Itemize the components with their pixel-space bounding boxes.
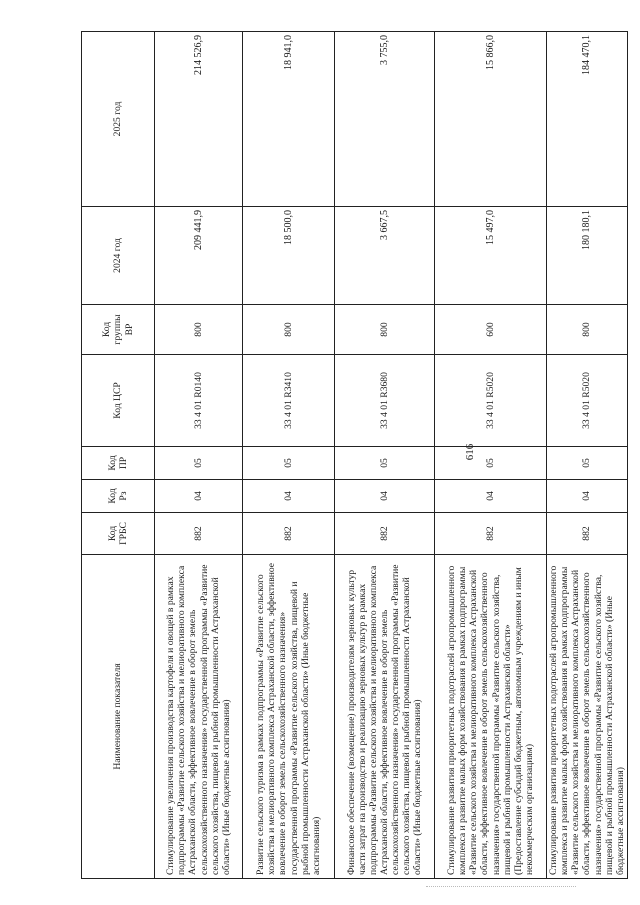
cell-2025: 3 755,0 [335,32,435,207]
table-wrapper [81,32,626,879]
cell-name: Стимулирование развития приоритетных подотраслей агропромышленного комплекса и развитие малых форм хозяйствования в рамках подпрограммы «Развитие сельского хозяйства и мелиоративного комплекса Астраханской области, эффективное вовлечение в оборот земель сельскохозяйственного назначения» государственной программы «Развитие сельского хозяйства, пищевой и рыбной промышленности Астраханской области» (Иные бюджетные ассигнования) [547,555,628,879]
cell-rz: 04 [243,480,335,513]
cell-2025: 184 470,1 [547,32,628,207]
cell-name: Развитие сельского туризма в рамках подпрограммы «Развитие сельского хозяйства и мелиоративного комплекса Астраханской области, эффективное вовлечение в оборот земель сельскохозяйственного назначения» государственной программы «Развитие сельского хозяйства, пищевой и рыбной промышленности Астраханской области» (Иные бюджетные ассигнования) [243,555,335,879]
header-pr: Код ПР [82,447,155,480]
cell-2024: 209 441,9 [155,207,243,305]
cell-2025: 15 866,0 [435,32,547,207]
budget-table-rotated [81,32,626,879]
table-row [547,32,628,879]
cell-2025: 214 526,9 [155,32,243,207]
cell-vr: 800 [335,305,435,355]
cell-2025: 18 941,0 [243,32,335,207]
cell-2024: 180 180,1 [547,207,628,305]
table-row [435,32,547,879]
cell-rz: 04 [435,480,547,513]
cell-csr: 33 4 01 R3680 [335,355,435,447]
cell-grbs: 882 [435,513,547,555]
header-rz: Код Рз [82,480,155,513]
page-number: 616 [464,443,476,461]
cell-csr: 33 4 01 R3410 [243,355,335,447]
header-grbs: Код ГРБС [82,513,155,555]
table-row [243,32,335,879]
cell-grbs: 882 [547,513,628,555]
cell-grbs: 882 [335,513,435,555]
cell-name: Финансовое обеспечение (возмещение) производителям зерновых культур части затрат на производство и реализацию зерновых культур в рамках подпрограммы «Развитие сельского хозяйства и мелиоративного комплекса Астраханской области, эффективное вовлечение в оборот земель сельскохозяйственного назначения» государственной программы «Развитие сельского хозяйства, пищевой и рыбной промышленности Астраханской области» (Иные бюджетные ассигнования) [335,555,435,879]
table-row [155,32,243,879]
header-csr: Код ЦСР [82,355,155,447]
header-name: Наименование показателя [82,555,155,879]
cell-pr: 05 [243,447,335,480]
header-vr: Код группы ВР [82,305,155,355]
cell-vr: 800 [155,305,243,355]
cell-name: Стимулирование развития приоритетных подотраслей агропромышленного комплекса и развитие малых форм хозяйствования в рамках подпрограммы «Развитие сельского хозяйства и мелиоративного комплекса Астраханской области, эффективное вовлечение в оборот земель сельскохозяйственного назначения» государственной программы «Развитие сельского хозяйства, пищевой и рыбной промышленности Астраханской области» (Предоставление субсидий бюджетным, автономным учреждениям и иным некоммерческим организациям) [435,555,547,879]
cell-name: Стимулирование увеличения производства картофеля и овощей в рамках подпрограммы «Развитие сельского хозяйства и мелиоративного комплекса Астраханской области, эффективное вовлечение в оборот земель сельскохозяйственного назначения» государственной программы «Развитие сельского хозяйства, пищевой и рыбной промышленности Астраханской области» (Иные бюджетные ассигнования) [155,555,243,879]
cell-2024: 3 667,5 [335,207,435,305]
cell-csr: 33 4 01 R5020 [547,355,628,447]
budget-table [81,31,628,879]
cell-pr: 05 [155,447,243,480]
cell-pr: 05 [335,447,435,480]
cell-vr: 800 [243,305,335,355]
table-header-row [82,32,155,879]
table-row [335,32,435,879]
cell-grbs: 882 [243,513,335,555]
cell-csr: 33 4 01 R5020 [435,355,547,447]
cell-grbs: 882 [155,513,243,555]
cell-2024: 15 497,0 [435,207,547,305]
footer-rule [426,886,576,887]
header-2025: 2025 год [82,32,155,207]
cell-rz: 04 [335,480,435,513]
cell-pr: 05 [547,447,628,480]
cell-rz: 04 [155,480,243,513]
cell-vr: 800 [547,305,628,355]
cell-vr: 600 [435,305,547,355]
cell-2024: 18 500,0 [243,207,335,305]
cell-csr: 33 4 01 R0140 [155,355,243,447]
cell-rz: 04 [547,480,628,513]
cell-pr: 05 [435,447,547,480]
header-2024: 2024 год [82,207,155,305]
